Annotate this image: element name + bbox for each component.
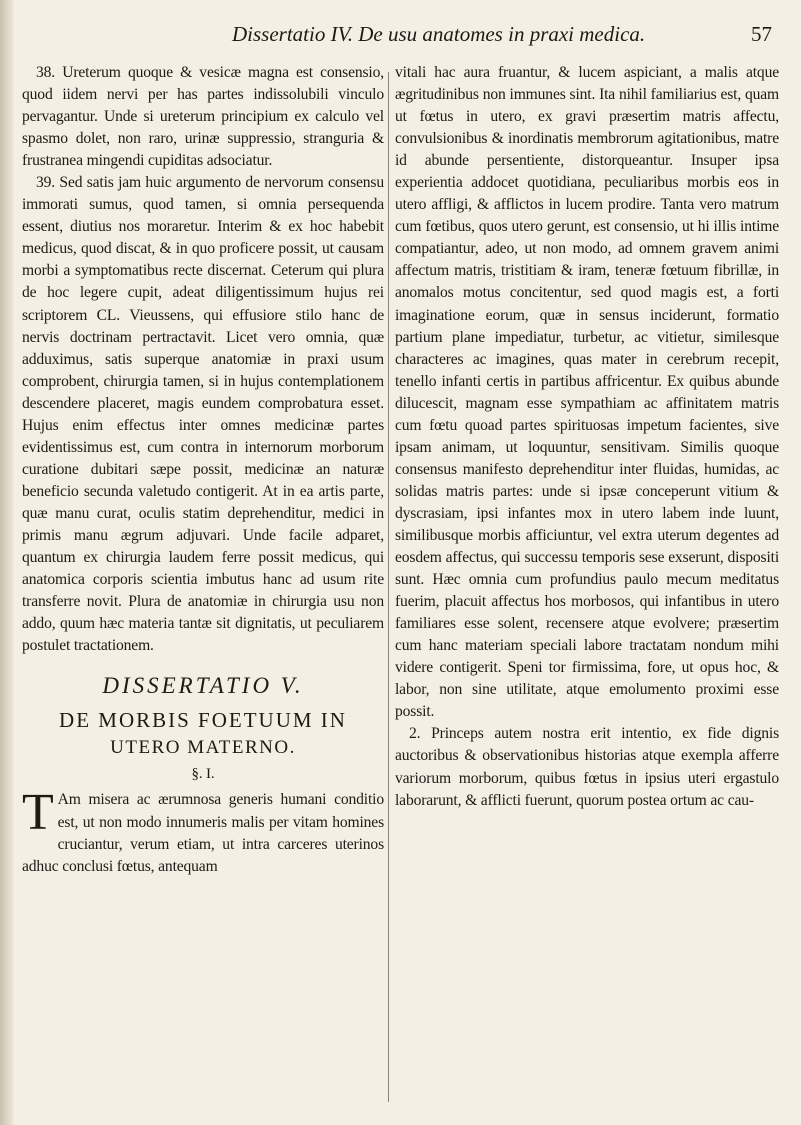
dissertation-subtitle-line2: UTERO MATERNO. bbox=[110, 737, 296, 759]
page-number: 57 bbox=[751, 22, 772, 46]
right-column bbox=[395, 62, 779, 812]
left-column bbox=[22, 62, 384, 878]
section-marker: §. I. bbox=[191, 766, 215, 783]
running-header bbox=[232, 22, 772, 47]
paragraph-38: 38. Ureterum quoque & vesicæ magna est consensio, quod iidem nervi per has partes indissolubili vinculo pervagantur. Unde si ureterum principium ex calculo vel spasmo dolet, non raro, urinæ suppressio, stranguria & frustranea mingendi cupiditas adsociatur. bbox=[22, 64, 384, 170]
column-divider bbox=[388, 72, 389, 1102]
dissertation-subtitle-line1: DE MORBIS FOETUUM IN bbox=[59, 708, 347, 733]
paragraph-continued: vitali hac aura fruantur, & lucem aspiciant, a malis atque ægritudinibus non immunes sint. Ita nihil familiarius est, quam ut fœtus in utero, ex gravi præsertim matris affectu, convulsionibus & inordinatis membrorum agitationibus, matre id abunde persentiente, distorqueantur. Insuper ipsa experientia addocet quotidiana, peculiaribus morbis eos in utero affligi, & afflictos in lucem prodire. Tanta vero matrum cum fœtibus, quos utero gerunt, est consensio, ut hi illis intime compatiantur, adeo, ut non modo, ad omnem gravem animi affectum matris, tristitiam & iram, teneræ fœtuum fibrillæ, in anomalos motus concitentur, sed quod magis est, a forti imaginatione eorum, quæ in sensus inciderunt, formatio partium plane impediatur, turbetur, ac vitietur, similesque characteres ac imagines, quas mater in cerebrum recepit, tenello infanti certis in partibus affricentur. Ex quibus abunde dilucescit, magnam esse sympathiam ac affinitatem matris cum fœtu quoad partes spirituosas impetum facientes, sive ipsam animam, ut loquuntur, sensitivam. Similis quoque consensus manifesto deprehenditur inter fluidas, humidas, ac solidas matris partes: unde si ipsæ conceperunt vitium & dyscrasiam, ipsi infantes mox in utero labem inde luunt, similibusque morbis afficiuntur, vel extra uterum degentes ad eosdem affectus, qui successu temporis sese exserunt, dispositi sunt. Hæc omnia cum profundius paulo mecum meditatus fuerim, placuit affectus hos morbosos, qui infantibus in utero familiares esse solent, recensere atque evolvere; præsertim cum hanc materiam speciali labore tractatam nondum mihi videre contigerit. Speni tor firmissima, fore, ut opus hoc, & labor, non sine utilitate, atque emolumento proximi esse possit. bbox=[395, 64, 779, 721]
drop-cap: T bbox=[22, 784, 54, 842]
section-1-paragraph bbox=[22, 784, 384, 877]
section-1-text: Am misera ac ærumnosa generis humani conditio est, ut non modo innumeris malis per vitam homines cruciantur, verum etiam, ut intra carceres uterinos adhuc conclusi fœtus, antequam bbox=[22, 791, 384, 875]
dissertation-title: DISSERTATIO V. bbox=[102, 673, 304, 699]
header-title: Dissertatio IV. De usu anatomes in praxi medica. bbox=[232, 22, 646, 46]
paragraph-2: 2. Princeps autem nostra erit intentio, ex fide dignis auctoribus & observationibus historias atque exempla afferre variorum morborum, quibus fœtus in ipsius uteri ergastulo laborarunt, & afflicti fuerunt, quorum postea ortum ac cau- bbox=[395, 725, 779, 809]
paragraph-39: 39. Sed satis jam huic argumento de nervorum consensu immorati sumus, quod tamen, si omnia persequenda essent, diutius nos moraretur. Interim & ex hoc habebit medicus, quod discat, & in quo proficere possit, ut causam morbi a symptomatibus recte discernat. Ceterum qui plura de hoc legere cupit, adeat diligentissimum hujus rei scriptorem CL. Vieussens, qui effusiore stilo hanc de nervis doctrinam pertractavit. Licet vero omnia, quæ adduximus, satis superque anatomiæ in praxi usum comprobent, chirurgia tamen, si in hujus contemplationem descendere placeret, magis eundem comprobatura esset. Hujus enim effectus inter omnes medicinæ partes evidentissimus est, cum contra in internorum morborum curatione dubitari sæpe possit, medicinæ an naturæ beneficio secunda valetudo contigerit. At in ea artis parte, quæ manu curat, oculis statim deprehenditur, medici in primis manu ægrum adjuvari. Unde facile adparet, quantum ex chirurgia laudem ferre possit medicus, qui anatomica corporis scientia imbutus hanc ad usum rite transferre novit. Plura de anatomiæ in chirurgia usu non addo, quum hæc materia tantæ sit dignitatis, ut peculiarem postulet tractationem. bbox=[22, 174, 384, 655]
page-binding-edge bbox=[0, 0, 14, 1125]
